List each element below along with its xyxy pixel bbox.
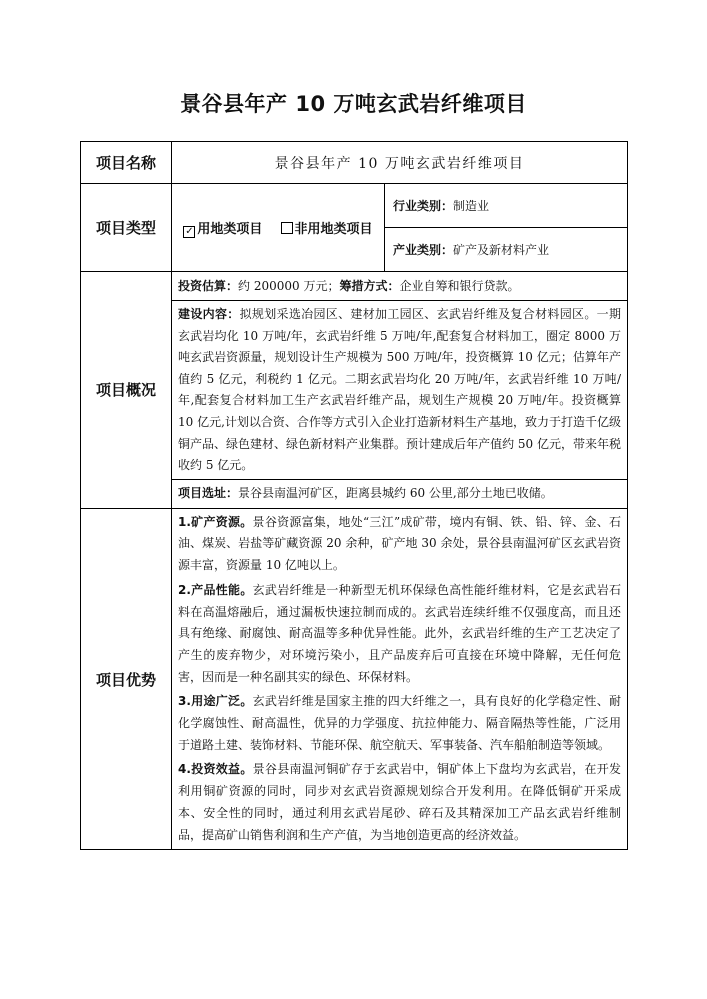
checkbox-non-land-use — [281, 222, 293, 234]
investment-key: 投资估算： — [178, 278, 239, 293]
label-project-advantages: 项目优势 — [81, 508, 172, 850]
advantage-2-key: 2.产品性能。 — [178, 582, 253, 597]
advantage-item — [172, 759, 627, 849]
site-cell — [172, 479, 628, 508]
industry-key: 行业类别： — [393, 199, 454, 213]
row-overview-investment — [81, 272, 628, 301]
advantage-3-key: 3.用途广泛。 — [178, 694, 253, 709]
option-land-use-label: 用地类项目 — [197, 221, 263, 237]
construction-key: 建设内容： — [178, 307, 240, 321]
label-project-type: 项目类型 — [81, 184, 172, 272]
financing-key: 筹措方式： — [339, 278, 400, 293]
value-project-name: 景谷县年产 10 万吨玄武岩纤维项目 — [172, 142, 628, 184]
advantage-4-key: 4.投资效益。 — [178, 762, 253, 777]
label-project-name: 项目名称 — [81, 142, 172, 184]
advantage-item — [172, 691, 627, 759]
investment-value: 约 200000 万元； — [238, 278, 340, 293]
investment-cell — [172, 272, 628, 301]
checkbox-land-use: ✓ — [185, 225, 194, 237]
industry-value: 制造业 — [453, 199, 490, 213]
site-value: 景谷县南温河矿区，距离县城约 60 公里,部分土地已收储。 — [238, 486, 553, 501]
sector-category — [385, 228, 628, 272]
industry-category — [385, 184, 628, 228]
sector-key: 产业类别： — [393, 243, 454, 257]
row-project-type-1 — [81, 184, 628, 228]
advantage-4-text: 景谷县南温河铜矿存于玄武岩中，铜矿体上下盘均为玄武岩，在开发利用铜矿资源的同时，同步对玄武岩资源规划综合开发利用。在降低铜矿开采成本、安全性的同时，通过利用玄武岩尾砂、碎石及其精深加工产品玄武岩纤维制品，提高矿山销售利润和生产产值，为当地创造更高的经济效益。 — [178, 762, 621, 842]
label-project-overview: 项目概况 — [81, 272, 172, 509]
sector-value: 矿产及新材料产业 — [453, 243, 550, 257]
page-title: 景谷县年产 10 万吨玄武岩纤维项目 — [180, 92, 527, 116]
project-info-table — [80, 141, 628, 850]
financing-value: 企业自筹和银行贷款。 — [399, 278, 520, 293]
row-advantages — [81, 508, 628, 850]
site-key: 项目选址： — [178, 486, 239, 501]
construction-value: 拟规划采选冶园区、建材加工园区、玄武岩纤维及复合材料园区。一期玄武岩均化 10 万吨/年，玄武岩纤维 5 万吨/年,配套复合材料加工，圈定 8000 万吨玄武岩资源量，规划设计生产规模为 500 万吨/年，投资概算 10 亿元；估算年产值约 5 亿元，利税约 1 亿元。二期玄武岩均化 20 万吨/年，玄武岩纤维 10 万吨/年,配套复合材料加工生产玄武岩纤维产品，规划生产规模 20 万吨/年。投资概算 10 亿元,计划以合资、合作等方式引入企业打造新材料生产基地，致力于打造千亿级铜产品、绿色建材、绿色新材料产业集群。预计建成后年产值约 50 亿元，带来年税收约 5 亿元。 — [178, 307, 621, 473]
advantages-cell — [172, 508, 628, 850]
row-project-name — [81, 142, 628, 184]
advantage-2-text: 玄武岩纤维是一种新型无机环保绿色高性能纤维材料，它是玄武岩石料在高温熔融后，通过漏板快速拉制而成的。玄武岩连续纤维不仅强度高，而且还具有绝缘、耐腐蚀、耐高温等多种优异性能。此外，玄武岩纤维的生产工艺决定了产生的废弃物少，对环境污染小，且产品废弃后可直接在环境中降解，无任何危害，因而是一种名副其实的绿色、环保材料。 — [178, 582, 621, 684]
advantage-3-text: 玄武岩纤维是国家主推的四大纤维之一，具有良好的化学稳定性、耐化学腐蚀性、耐高温性，优异的力学强度、抗拉伸能力、隔音隔热等性能，广泛用于道路土建、装饰材料、节能环保、航空航天、军事装备、汽车船舶制造等领域。 — [178, 694, 621, 752]
construction-cell — [172, 301, 628, 480]
advantage-1-key: 1.矿产资源。 — [178, 514, 253, 529]
project-type-options — [172, 184, 385, 272]
advantage-item — [172, 509, 627, 580]
advantage-item — [172, 580, 627, 692]
option-non-land-use-label: 非用地类项目 — [294, 221, 373, 237]
advantage-1-text: 景谷资源富集，地处“三江”成矿带，境内有铜、铁、铅、锌、金、石油、煤炭、岩盐等矿藏资源 20 余种，矿产地 30 余处，景谷县南温河矿区玄武岩资源丰富，资源量 10 亿吨以上。 — [178, 514, 621, 573]
